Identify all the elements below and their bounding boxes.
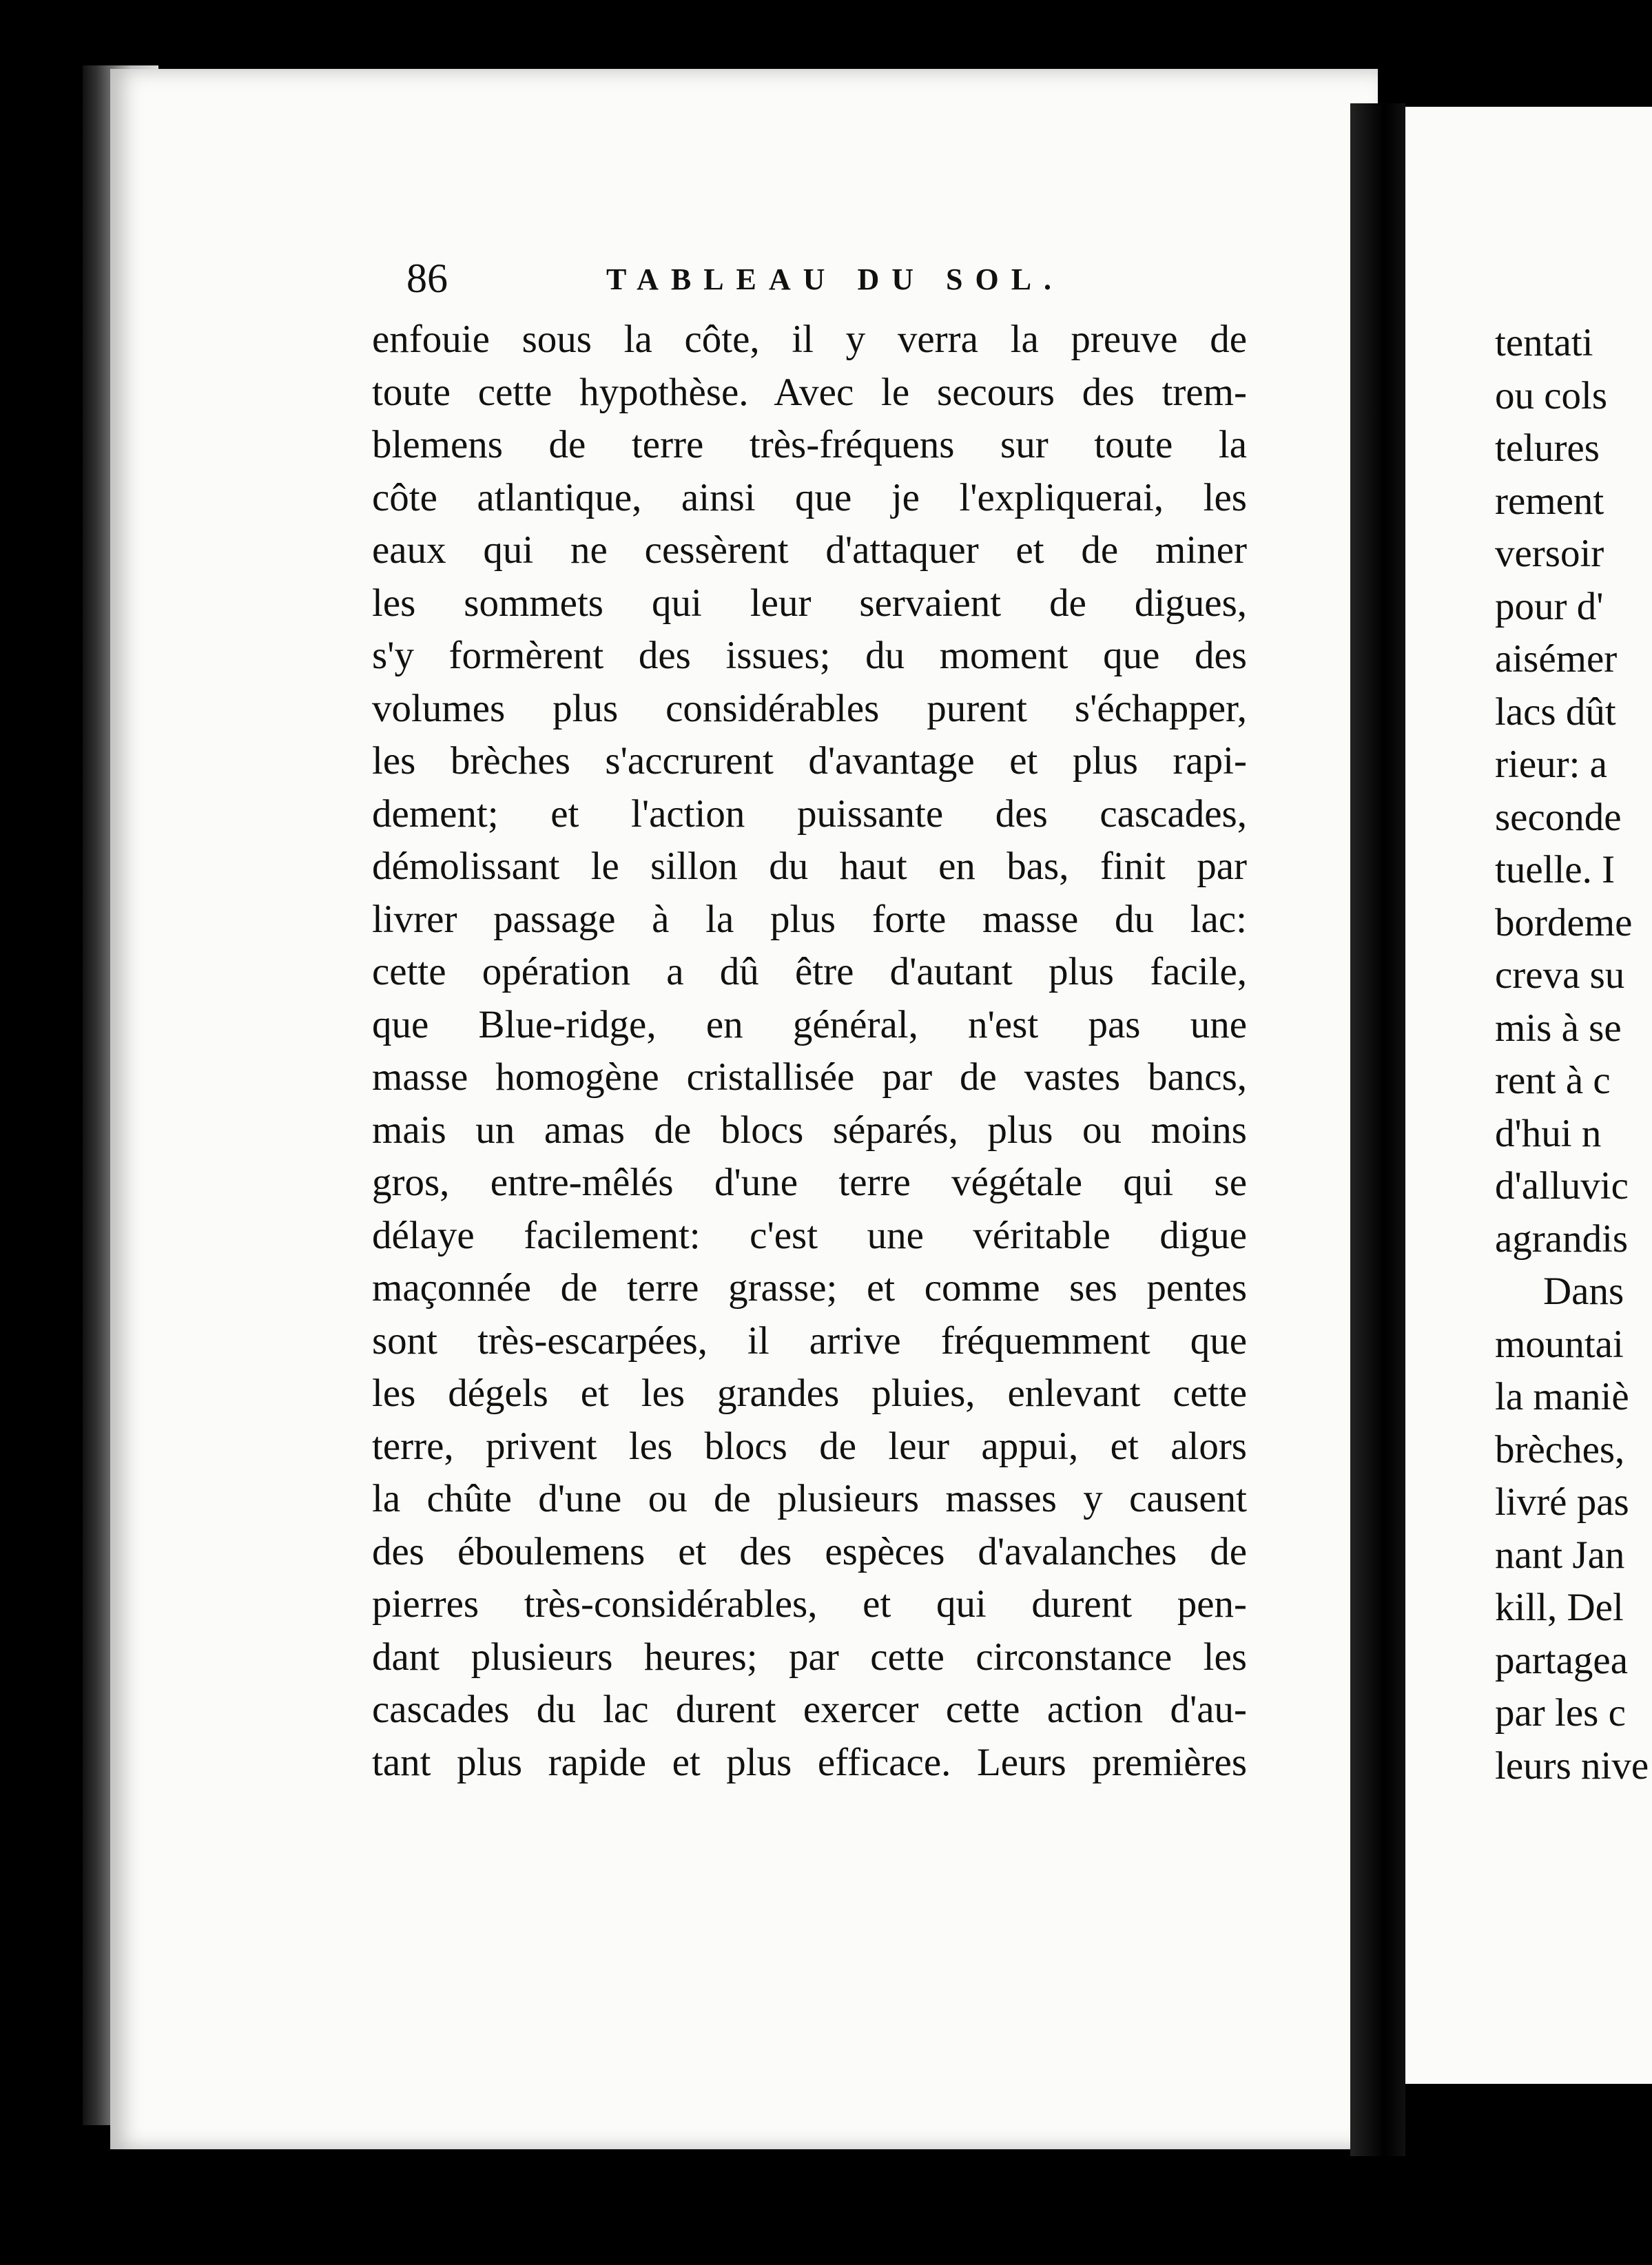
text-line: volumes plus considérables purent s'échapper, — [372, 686, 1247, 730]
text-line: tant plus rapide et plus efficace. Leurs premières — [372, 1740, 1247, 1784]
text-line: agrandis — [1495, 1217, 1629, 1261]
text-line: toute cette hypothèse. Avec le secours des trem- — [372, 370, 1247, 414]
text-line: tuelle. I — [1495, 848, 1615, 891]
text-line: blemens de terre très-fréquens sur toute la — [372, 423, 1247, 466]
text-line: creva su — [1495, 953, 1625, 997]
text-line: dement; et l'action puissante des cascades, — [372, 792, 1247, 836]
text-line: kill, Del — [1495, 1586, 1624, 1629]
text-line: terre, privent les blocs de leur appui, et alors — [372, 1424, 1247, 1468]
text-line: que Blue-ridge, en général, n'est pas une — [372, 1002, 1247, 1046]
text-line: telures — [1495, 426, 1600, 470]
text-line: pierres très-considérables, et qui durent pen- — [372, 1582, 1247, 1626]
text-line: leurs nive — [1495, 1744, 1649, 1788]
text-line: rent à c — [1495, 1059, 1611, 1102]
text-line: rement — [1495, 479, 1604, 523]
running-title: TABLEAU DU SOL. — [606, 262, 1064, 296]
text-line: cette opération a dû être d'autant plus facile, — [372, 950, 1247, 993]
text-line: rieur: a — [1495, 743, 1607, 786]
text-line: brèches, — [1495, 1427, 1625, 1471]
text-line: s'y formèrent des issues; du moment que des — [372, 634, 1247, 677]
text-line: aisémer — [1495, 637, 1618, 681]
text-line: nant Jan — [1495, 1533, 1625, 1577]
text-line: partagea — [1495, 1638, 1629, 1682]
text-line: livré pas — [1495, 1480, 1629, 1524]
text-line: ou cols — [1495, 373, 1608, 417]
page-number: 86 — [406, 256, 448, 301]
text-line: lacs dût — [1495, 690, 1616, 734]
text-line: gros, entre-mêlés d'une terre végétale qui se — [372, 1161, 1247, 1204]
text-line: enfouie sous la côte, il y verra la preuve de — [372, 318, 1247, 361]
text-line: démolissant le sillon du haut en bas, finit par — [372, 845, 1247, 888]
text-line: par les c — [1495, 1691, 1626, 1735]
text-line: cascades du lac durent exercer cette action d'au- — [372, 1688, 1247, 1731]
right-page — [1405, 107, 1652, 2084]
text-line: mis à se — [1495, 1006, 1622, 1050]
text-line: mountai — [1495, 1322, 1624, 1366]
text-line: seconde — [1495, 795, 1622, 839]
text-line: pour d' — [1495, 584, 1604, 628]
text-line: les brèches s'accrurent d'avantage et plus rapi- — [372, 739, 1247, 783]
text-line: délaye facilement: c'est une véritable digue — [372, 1213, 1247, 1257]
text-line: bordeme — [1495, 900, 1633, 944]
text-line: masse homogène cristallisée par de vastes bancs, — [372, 1055, 1247, 1099]
text-line: la maniè — [1495, 1375, 1629, 1418]
text-line: des éboulemens et des espèces d'avalanches de — [372, 1529, 1247, 1573]
text-line: tentati — [1495, 321, 1593, 364]
right-page-body — [1495, 317, 1652, 1792]
text-line: livrer passage à la plus forte masse du lac: — [372, 897, 1247, 941]
text-line: la chûte d'une ou de plusieurs masses y causent — [372, 1477, 1247, 1520]
text-line: sont très-escarpées, il arrive fréquemment que — [372, 1318, 1247, 1363]
text-line: côte atlantique, ainsi que je l'expliquerai, les — [372, 475, 1247, 519]
text-line: Dans — [1543, 1270, 1624, 1313]
page-header — [406, 255, 1240, 303]
text-line: versoir — [1495, 532, 1604, 575]
text-line: dant plusieurs heures; par cette circonstance les — [372, 1635, 1247, 1679]
text-line: maçonnée de terre grasse; et comme ses pentes — [372, 1266, 1247, 1310]
page-gutter — [1350, 103, 1405, 2156]
left-page-body — [372, 313, 1247, 1789]
text-line: les dégels et les grandes pluies, enlevant cette — [372, 1372, 1247, 1415]
text-line: mais un amas de blocs séparés, plus ou moins — [372, 1108, 1247, 1152]
text-line: d'hui n — [1495, 1111, 1602, 1155]
text-line: les sommets qui leur servaient de digues, — [372, 581, 1247, 625]
text-line: d'alluvic — [1495, 1164, 1629, 1208]
text-line: eaux qui ne cessèrent d'attaquer et de miner — [372, 528, 1247, 572]
